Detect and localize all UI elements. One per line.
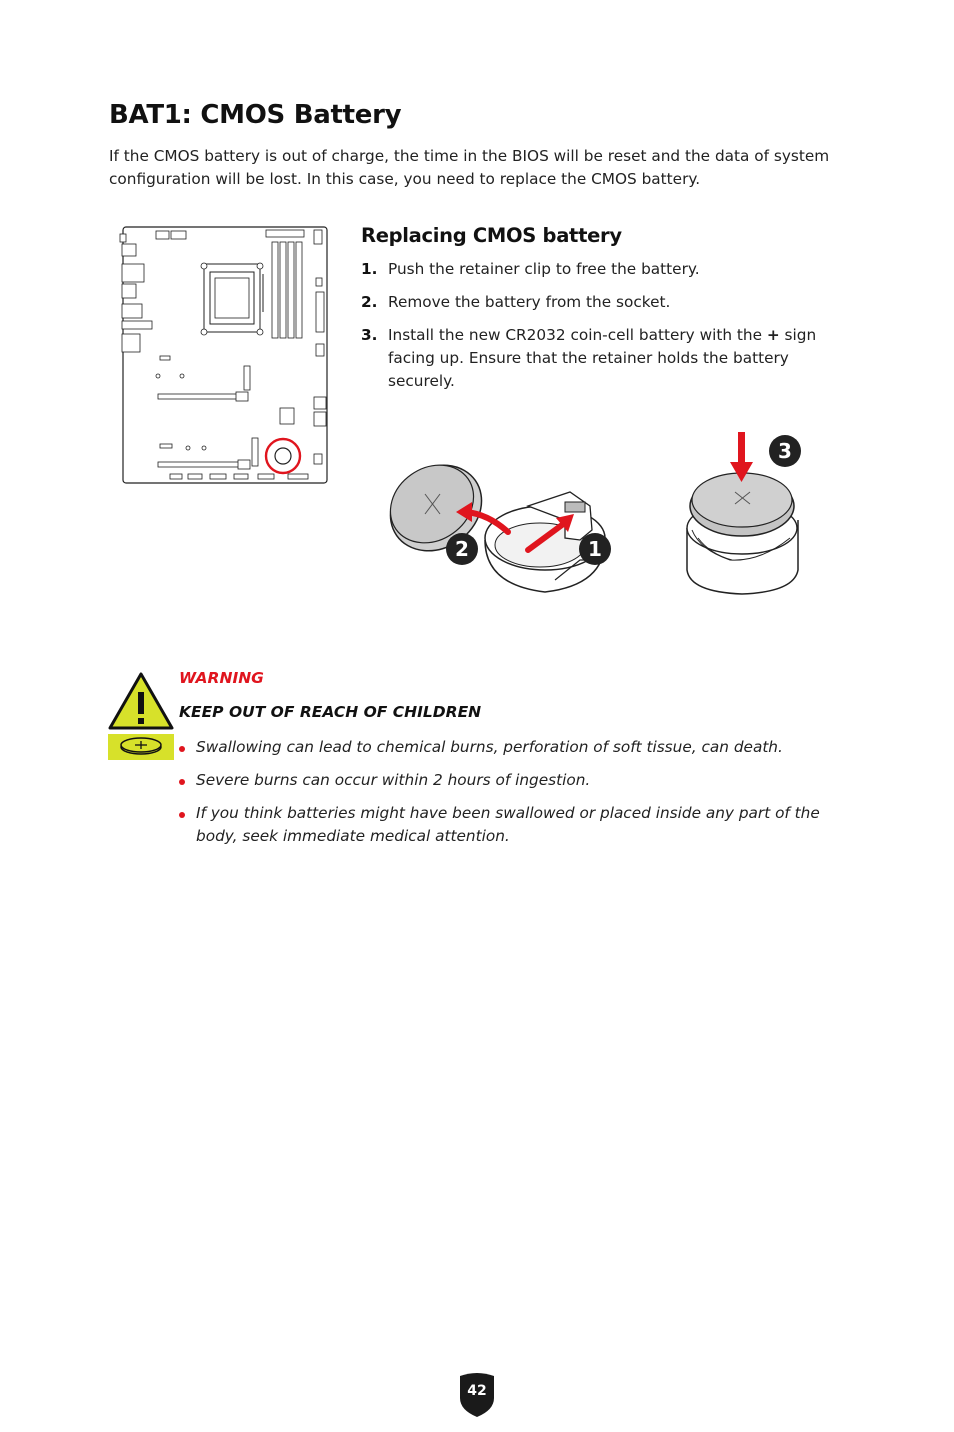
step-item (361, 258, 831, 281)
warning-subtitle: KEEP OUT OF REACH OF CHILDREN (179, 703, 482, 721)
step-item (361, 324, 831, 393)
step-text: Remove the battery from the socket. (388, 293, 671, 311)
bullet-text: Swallowing can lead to chemical burns, perforation of soft tissue, can death. (196, 738, 783, 756)
intro-paragraph: If the CMOS battery is out of charge, the time in the BIOS will be reset and the data of system configuration will be lost. In this case, you need to replace the CMOS battery. (109, 147, 830, 188)
warning-bullets (179, 736, 859, 858)
warning-bullet (179, 802, 859, 848)
step-number: 1. (361, 260, 378, 278)
step-item (361, 291, 831, 314)
page-title: BAT1: CMOS Battery (109, 100, 402, 130)
callout-1 (579, 533, 611, 565)
battery-replacement-illustration (380, 420, 820, 620)
warning-label: WARNING (179, 669, 264, 687)
step-number: 3. (361, 326, 378, 344)
motherboard-diagram (118, 222, 332, 487)
bullet-text: If you think batteries might have been swallowed or placed inside any part of the body, seek immediate medical attention. (196, 804, 820, 845)
bullet-text: Severe burns can occur within 2 hours of ingestion. (196, 771, 591, 789)
step-number: 2. (361, 293, 378, 311)
bullet-dot (179, 746, 185, 752)
plus-sign: + (766, 326, 780, 344)
section-title: Replacing CMOS battery (361, 224, 622, 247)
svg-text:1: 1 (588, 537, 602, 561)
warning-icon (108, 672, 174, 762)
step-text: Install the new CR2032 coin-cell battery with the (388, 326, 767, 344)
svg-text:2: 2 (455, 537, 469, 561)
bullet-dot (179, 779, 185, 785)
warning-bullet (179, 736, 859, 759)
callout-2 (446, 533, 478, 565)
steps-list (361, 258, 831, 403)
callout-3 (769, 435, 801, 467)
battery-socket-installed (687, 473, 798, 594)
bullet-dot (179, 812, 185, 818)
warning-bullet (179, 769, 859, 792)
step-text: Push the retainer clip to free the battery. (388, 260, 700, 278)
svg-text:3: 3 (778, 439, 792, 463)
page-number: 42 (467, 1383, 487, 1399)
step-text: sign facing up. Ensure that the retainer holds the battery securely. (388, 326, 817, 390)
removed-battery (380, 448, 498, 569)
